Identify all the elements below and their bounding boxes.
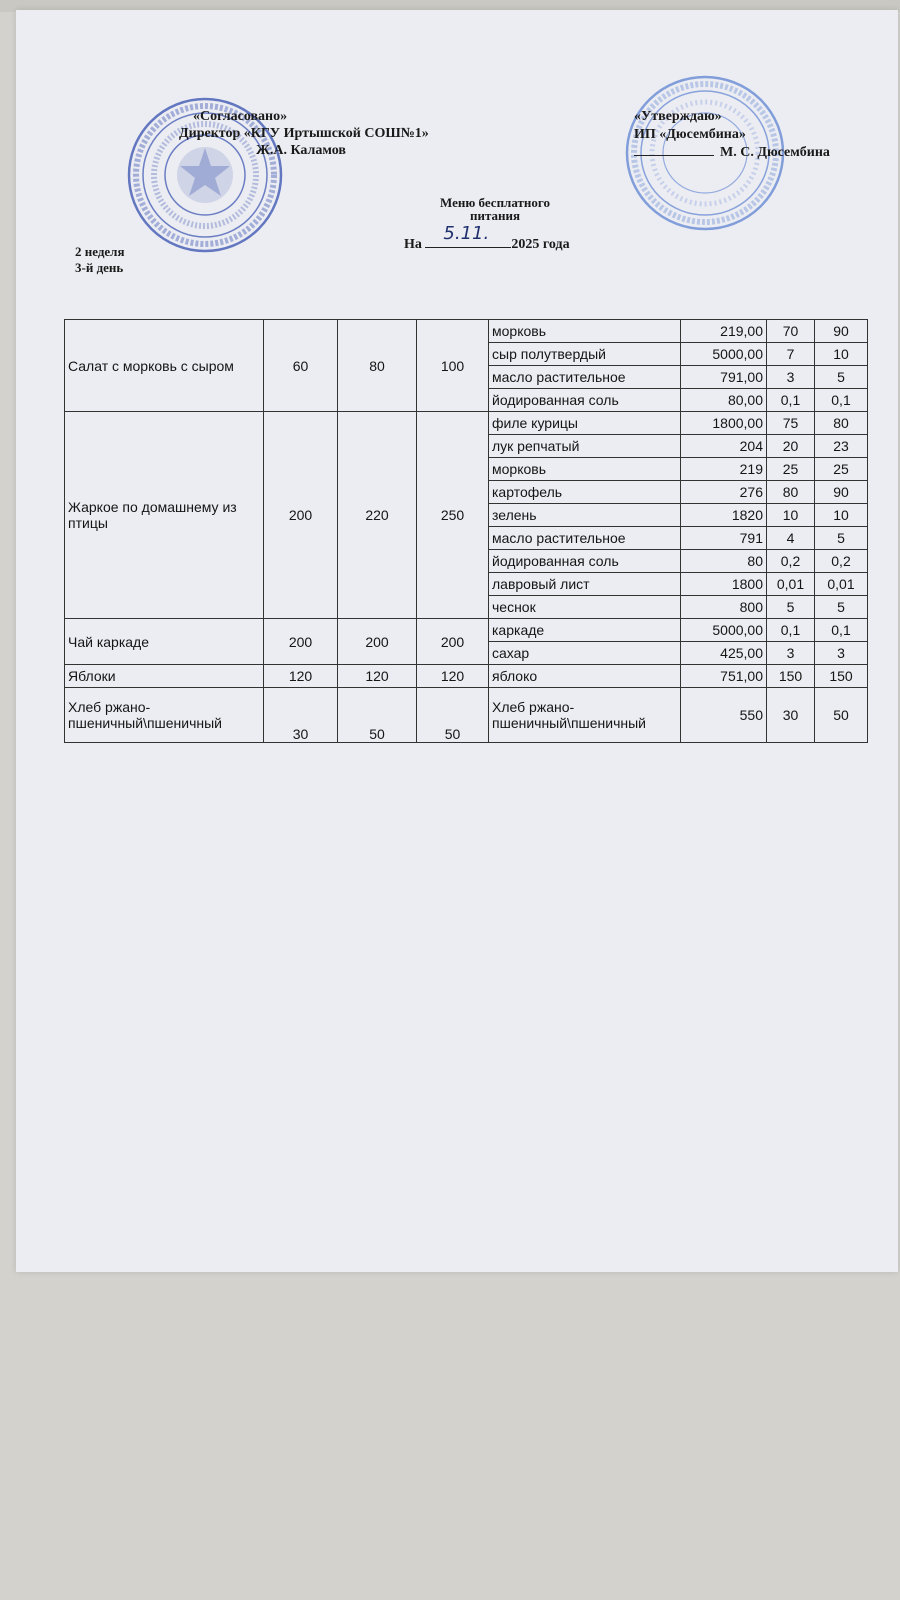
week-day-label bbox=[75, 244, 125, 276]
weight-3: 50 bbox=[417, 688, 489, 743]
ingredient-name: каркаде bbox=[489, 619, 681, 642]
weight-2: 200 bbox=[338, 619, 417, 665]
ingredient-qty-1: 10 bbox=[767, 504, 815, 527]
ingredient-name: сыр полутвердый bbox=[489, 343, 681, 366]
ingredient-qty-2: 90 bbox=[815, 481, 868, 504]
director-title: Директор «КГУ Иртышской СОШ№1» bbox=[179, 126, 429, 141]
agreed-label: «Согласовано» bbox=[193, 109, 288, 124]
ingredient-name: филе курицы bbox=[489, 412, 681, 435]
ingredient-qty-2: 5 bbox=[815, 596, 868, 619]
dish-name: Хлеб ржано-пшеничный\пшеничный bbox=[65, 688, 264, 743]
approval-block-right bbox=[634, 108, 830, 162]
weight-3: 200 bbox=[417, 619, 489, 665]
ingredient-qty-2: 25 bbox=[815, 458, 868, 481]
ingredient-qty-1: 30 bbox=[767, 688, 815, 743]
approval-block-left bbox=[171, 108, 429, 159]
weight-2: 80 bbox=[338, 320, 417, 412]
document-title: Меню бесплатного питания bbox=[440, 195, 550, 223]
ingredient-price: 5000,00 bbox=[681, 619, 767, 642]
ingredient-qty-2: 0,1 bbox=[815, 389, 868, 412]
dish-name: Чай каркаде bbox=[65, 619, 264, 665]
ingredient-qty-1: 80 bbox=[767, 481, 815, 504]
table-row bbox=[65, 665, 868, 688]
approve-label: «Утверждаю» bbox=[634, 109, 722, 124]
ingredient-qty-2: 10 bbox=[815, 504, 868, 527]
ingredient-name: яблоко bbox=[489, 665, 681, 688]
table-row bbox=[65, 688, 868, 743]
ingredient-price: 550 bbox=[681, 688, 767, 743]
ingredient-name: Хлеб ржано-пшеничный\пшеничный bbox=[489, 688, 681, 743]
ingredient-qty-1: 0,1 bbox=[767, 619, 815, 642]
entrepreneur-title: ИП «Дюсембина» bbox=[634, 127, 746, 142]
ingredient-name: чеснок bbox=[489, 596, 681, 619]
ingredient-price: 219,00 bbox=[681, 320, 767, 343]
ingredient-qty-1: 3 bbox=[767, 366, 815, 389]
weight-1: 120 bbox=[264, 665, 338, 688]
ingredient-qty-2: 0,1 bbox=[815, 619, 868, 642]
dish-name: Яблоки bbox=[65, 665, 264, 688]
ingredient-price: 791,00 bbox=[681, 366, 767, 389]
ingredient-qty-1: 5 bbox=[767, 596, 815, 619]
weight-2: 220 bbox=[338, 412, 417, 619]
ingredient-qty-1: 3 bbox=[767, 642, 815, 665]
weight-3: 100 bbox=[417, 320, 489, 412]
ingredient-qty-2: 23 bbox=[815, 435, 868, 458]
ingredient-name: сахар bbox=[489, 642, 681, 665]
ingredient-qty-2: 3 bbox=[815, 642, 868, 665]
ingredient-name: йодированная соль bbox=[489, 389, 681, 412]
date-field bbox=[425, 223, 511, 248]
ingredient-qty-2: 50 bbox=[815, 688, 868, 743]
ingredient-price: 80 bbox=[681, 550, 767, 573]
dish-name: Жаркое по домашнему из птицы bbox=[65, 412, 264, 619]
table-row bbox=[65, 619, 868, 642]
weight-2: 50 bbox=[338, 688, 417, 743]
ingredient-name: лавровый лист bbox=[489, 573, 681, 596]
ingredient-qty-1: 4 bbox=[767, 527, 815, 550]
ingredient-qty-2: 5 bbox=[815, 366, 868, 389]
ingredient-qty-1: 75 bbox=[767, 412, 815, 435]
ingredient-name: масло растительное bbox=[489, 527, 681, 550]
weight-1: 200 bbox=[264, 619, 338, 665]
ingredient-price: 425,00 bbox=[681, 642, 767, 665]
ingredient-name: лук репчатый bbox=[489, 435, 681, 458]
ingredient-qty-1: 7 bbox=[767, 343, 815, 366]
ingredient-price: 5000,00 bbox=[681, 343, 767, 366]
ingredient-name: морковь bbox=[489, 458, 681, 481]
weight-2: 120 bbox=[338, 665, 417, 688]
weight-1: 200 bbox=[264, 412, 338, 619]
ingredient-qty-1: 20 bbox=[767, 435, 815, 458]
weight-3: 120 bbox=[417, 665, 489, 688]
ingredient-price: 80,00 bbox=[681, 389, 767, 412]
ingredient-qty-1: 25 bbox=[767, 458, 815, 481]
ingredient-qty-1: 0,2 bbox=[767, 550, 815, 573]
ingredient-qty-2: 0,2 bbox=[815, 550, 868, 573]
ingredient-name: картофель bbox=[489, 481, 681, 504]
ingredient-name: йодированная соль bbox=[489, 550, 681, 573]
ingredient-qty-1: 0,01 bbox=[767, 573, 815, 596]
ingredient-qty-2: 10 bbox=[815, 343, 868, 366]
date-line: На 5.11. 2025 года bbox=[404, 223, 570, 252]
ingredient-price: 751,00 bbox=[681, 665, 767, 688]
ingredient-qty-1: 150 bbox=[767, 665, 815, 688]
ingredient-qty-1: 0,1 bbox=[767, 389, 815, 412]
ingredient-price: 276 bbox=[681, 481, 767, 504]
weight-3: 250 bbox=[417, 412, 489, 619]
ingredient-qty-2: 90 bbox=[815, 320, 868, 343]
ingredient-price: 204 bbox=[681, 435, 767, 458]
signature-line bbox=[634, 155, 714, 156]
weight-1: 30 bbox=[264, 688, 338, 743]
ingredient-price: 800 bbox=[681, 596, 767, 619]
ingredient-price: 219 bbox=[681, 458, 767, 481]
table-row bbox=[65, 412, 868, 435]
ingredient-price: 1800,00 bbox=[681, 412, 767, 435]
ingredient-qty-1: 70 bbox=[767, 320, 815, 343]
ingredient-qty-2: 0,01 bbox=[815, 573, 868, 596]
ingredient-name: зелень bbox=[489, 504, 681, 527]
ingredient-qty-2: 150 bbox=[815, 665, 868, 688]
menu-table bbox=[64, 319, 868, 743]
ingredient-name: масло растительное bbox=[489, 366, 681, 389]
entrepreneur-name: М. С. Дюсембина bbox=[720, 145, 830, 160]
weight-1: 60 bbox=[264, 320, 338, 412]
ingredient-price: 1800 bbox=[681, 573, 767, 596]
director-name: Ж.А. Каламов bbox=[256, 143, 346, 158]
ingredient-name: морковь bbox=[489, 320, 681, 343]
day-label: 3-й день bbox=[75, 260, 124, 275]
dish-name: Салат с морковь с сыром bbox=[65, 320, 264, 412]
ingredient-qty-2: 80 bbox=[815, 412, 868, 435]
table-row bbox=[65, 320, 868, 343]
handwritten-date: 5.11. bbox=[443, 223, 490, 244]
ingredient-qty-2: 5 bbox=[815, 527, 868, 550]
ingredient-price: 791 bbox=[681, 527, 767, 550]
ingredient-price: 1820 bbox=[681, 504, 767, 527]
week-label: 2 неделя bbox=[75, 244, 125, 259]
